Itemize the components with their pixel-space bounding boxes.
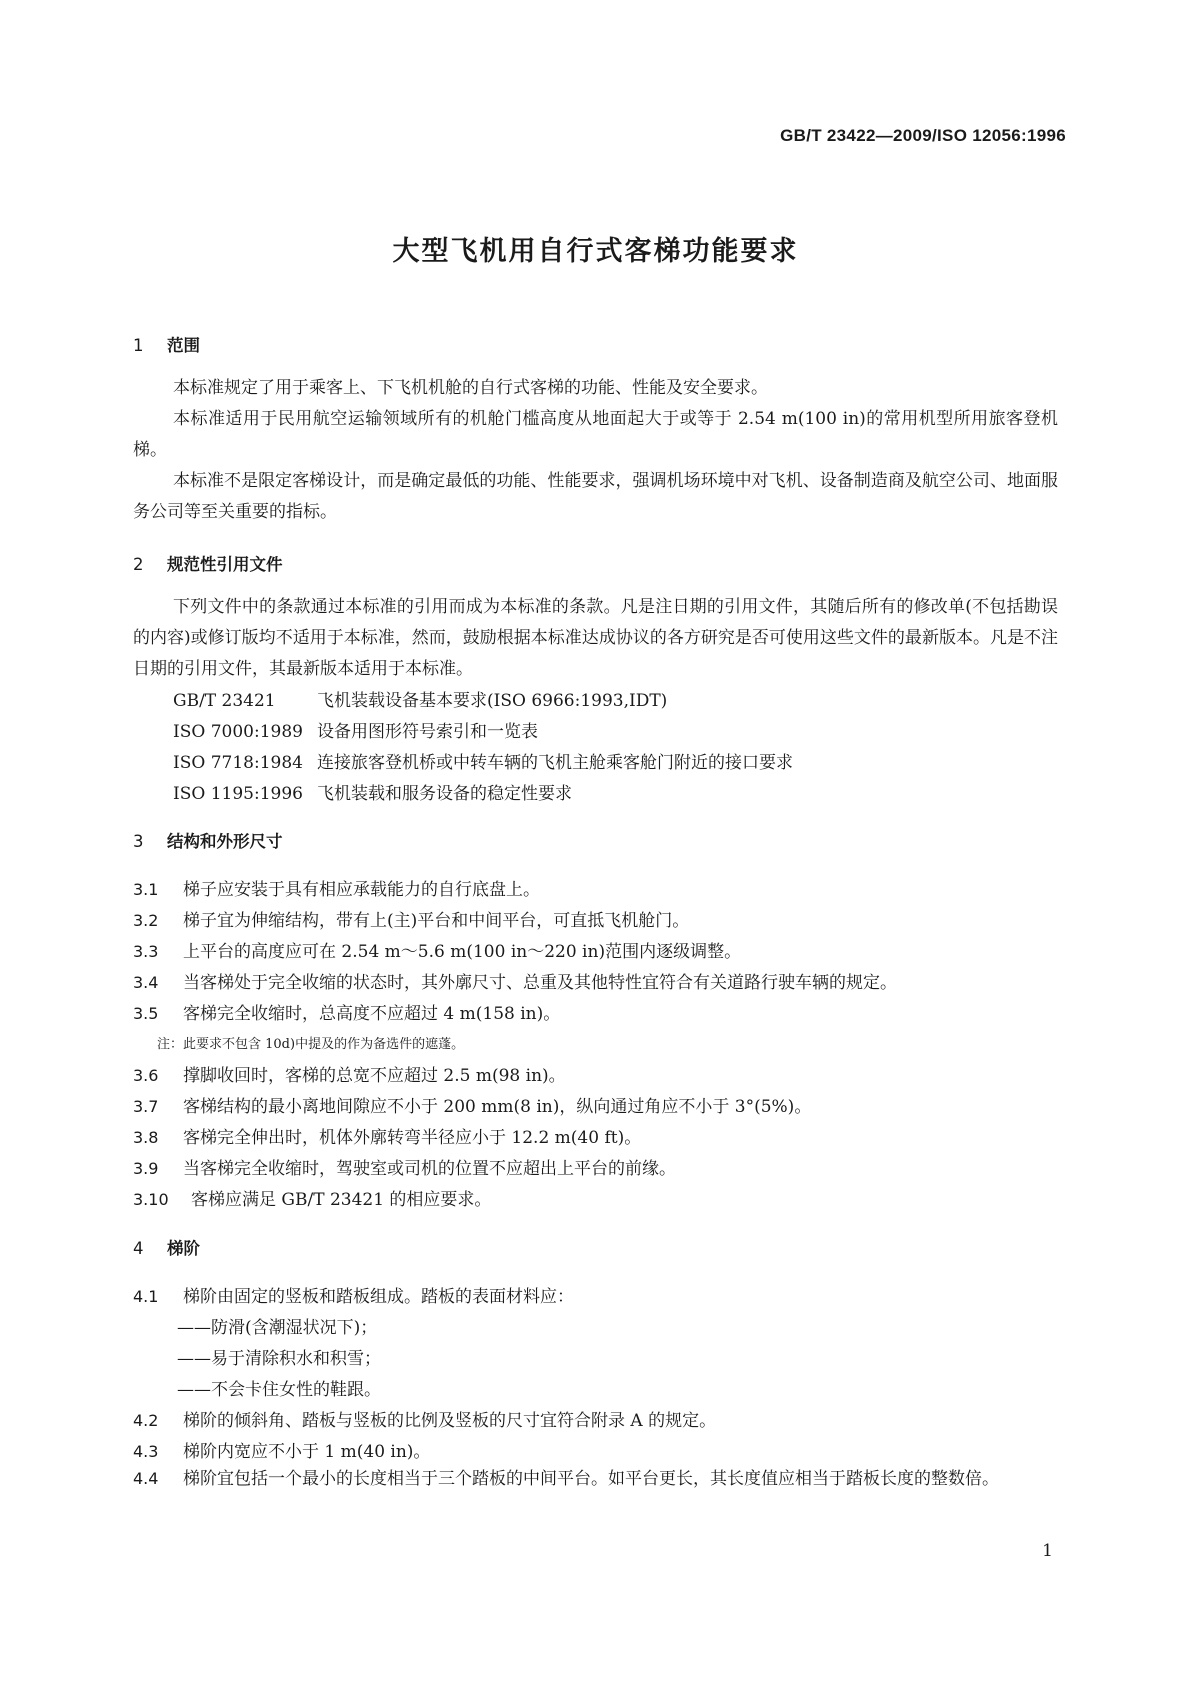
clause-number: 3.4 — [133, 973, 159, 992]
section-heading — [133, 1235, 200, 1259]
clause-number: 3.7 — [133, 1097, 159, 1116]
paragraph: 下列文件中的条款通过本标准的引用而成为本标准的条款。凡是注日期的引用文件，其随后所有的修改单(不包括勘误的内容)或修订版均不适用于本标准，然而，鼓励根据本标准达成协议的各方研究是否可使用这些文件的最新版本。凡是不注日期的引用文件，其最新版本适用于本标准。 — [133, 597, 1058, 679]
clause-text: 梯阶宜包括一个最小的长度相当于三个踏板的中间平台。如平台更长，其长度值应相当于踏板长度的整数倍。 — [183, 1469, 999, 1489]
clause — [133, 999, 560, 1024]
section-title: 梯阶 — [167, 1239, 200, 1258]
clause — [133, 1406, 716, 1431]
section-heading — [133, 332, 200, 356]
clause-text: 客梯完全伸出时，机体外廓转弯半径应小于 12.2 m(40 ft)。 — [183, 1128, 642, 1148]
clause-number: 3.10 — [133, 1190, 169, 1209]
reference-item — [173, 686, 667, 711]
clause-text: 上平台的高度应可在 2.54 m～5.6 m(100 in～220 in)范围内逐级调整。 — [183, 942, 742, 962]
note: 注：此要求不包含 10d)中提及的作为备选件的遮蓬。 — [157, 1037, 465, 1052]
clause-number: 4.2 — [133, 1411, 159, 1430]
clause — [133, 1061, 566, 1086]
clause-text: 当客梯完全收缩时，驾驶室或司机的位置不应超出上平台的前缘。 — [183, 1159, 676, 1179]
list-item: ——易于清除积水和积雪； — [177, 1349, 381, 1369]
clause-number: 3.5 — [133, 1004, 159, 1023]
clause — [133, 1463, 1058, 1495]
list-item: ——不会卡住女性的鞋跟。 — [177, 1380, 381, 1400]
reference-code: GB/T 23421 — [173, 691, 276, 711]
clause-text: 梯子宜为伸缩结构，带有上(主)平台和中间平台，可直抵飞机舱门。 — [183, 911, 690, 931]
section-number: 4 — [133, 1239, 144, 1258]
clause — [133, 1185, 491, 1210]
reference-code: ISO 7000:1989 — [173, 722, 303, 742]
clause-number: 3.1 — [133, 880, 159, 899]
clause — [133, 1437, 430, 1462]
reference-code: ISO 1195:1996 — [173, 784, 303, 804]
section-title: 结构和外形尺寸 — [167, 832, 283, 851]
reference-title: 连接旅客登机桥或中转车辆的飞机主舱乘客舱门附近的接口要求 — [317, 753, 793, 773]
page-number: 1 — [1042, 1541, 1053, 1561]
section-number: 1 — [133, 336, 144, 355]
standard-number: GB/T 23422—2009/ISO 12056:1996 — [780, 126, 1066, 145]
clause-number: 3.8 — [133, 1128, 159, 1147]
clause — [133, 906, 689, 931]
paragraph: 本标准规定了用于乘客上、下飞机机舱的自行式客梯的功能、性能及安全要求。 — [173, 378, 768, 398]
reference-title: 设备用图形符号索引和一览表 — [317, 722, 538, 742]
clause-text: 撑脚收回时，客梯的总宽不应超过 2.5 m(98 in)。 — [183, 1066, 566, 1086]
clause — [133, 937, 741, 962]
clause-number: 4.3 — [133, 1442, 159, 1461]
clause-number: 4.1 — [133, 1287, 159, 1306]
clause-text: 梯阶内宽应不小于 1 m(40 in)。 — [183, 1442, 431, 1462]
paragraph: 本标准适用于民用航空运输领域所有的机舱门槛高度从地面起大于或等于 2.54 m(100 in)的常用机型所用旅客登机梯。 — [133, 409, 1058, 460]
reference-title: 飞机装载和服务设备的稳定性要求 — [317, 784, 572, 804]
clause-text: 梯子应安装于具有相应承载能力的自行底盘上。 — [183, 880, 540, 900]
section-number: 3 — [133, 832, 144, 851]
clause — [133, 1154, 676, 1179]
clause — [133, 968, 897, 993]
clause — [133, 875, 540, 900]
clause-text: 客梯应满足 GB/T 23421 的相应要求。 — [191, 1190, 492, 1210]
paragraph: 本标准不是限定客梯设计，而是确定最低的功能、性能要求，强调机场环境中对飞机、设备制造商及航空公司、地面服务公司等至关重要的指标。 — [133, 471, 1058, 522]
reference-item — [173, 717, 538, 742]
reference-item — [173, 779, 572, 804]
section-heading — [133, 551, 283, 575]
clause-text: 客梯结构的最小离地间隙应不小于 200 mm(8 in)，纵向通过角应不小于 3°(5%)。 — [183, 1097, 812, 1117]
reference-item — [173, 748, 793, 773]
clause-number: 4.4 — [133, 1469, 159, 1488]
clause-text: 梯阶由固定的竖板和踏板组成。踏板的表面材料应： — [183, 1287, 574, 1307]
clause-text: 当客梯处于完全收缩的状态时，其外廓尺寸、总重及其他特性宜符合有关道路行驶车辆的规定。 — [183, 973, 897, 993]
clause-number: 3.3 — [133, 942, 159, 961]
page-title: 大型飞机用自行式客梯功能要求 — [392, 236, 799, 267]
list-item: ——防滑(含潮湿状况下)； — [177, 1318, 378, 1338]
clause-number: 3.2 — [133, 911, 159, 930]
clause-text: 梯阶的倾斜角、踏板与竖板的比例及竖板的尺寸宜符合附录 A 的规定。 — [183, 1411, 717, 1431]
section-title: 范围 — [167, 336, 200, 355]
section-heading — [133, 828, 283, 852]
clause — [133, 1092, 811, 1117]
reference-title: 飞机装载设备基本要求(ISO 6966:1993,IDT) — [317, 691, 668, 711]
section-title: 规范性引用文件 — [167, 555, 283, 574]
clause-number: 3.9 — [133, 1159, 159, 1178]
section-number: 2 — [133, 555, 144, 574]
clause — [133, 1282, 574, 1307]
clause — [133, 1123, 641, 1148]
clause-text: 客梯完全收缩时，总高度不应超过 4 m(158 in)。 — [183, 1004, 561, 1024]
reference-code: ISO 7718:1984 — [173, 753, 303, 773]
clause-number: 3.6 — [133, 1066, 159, 1085]
